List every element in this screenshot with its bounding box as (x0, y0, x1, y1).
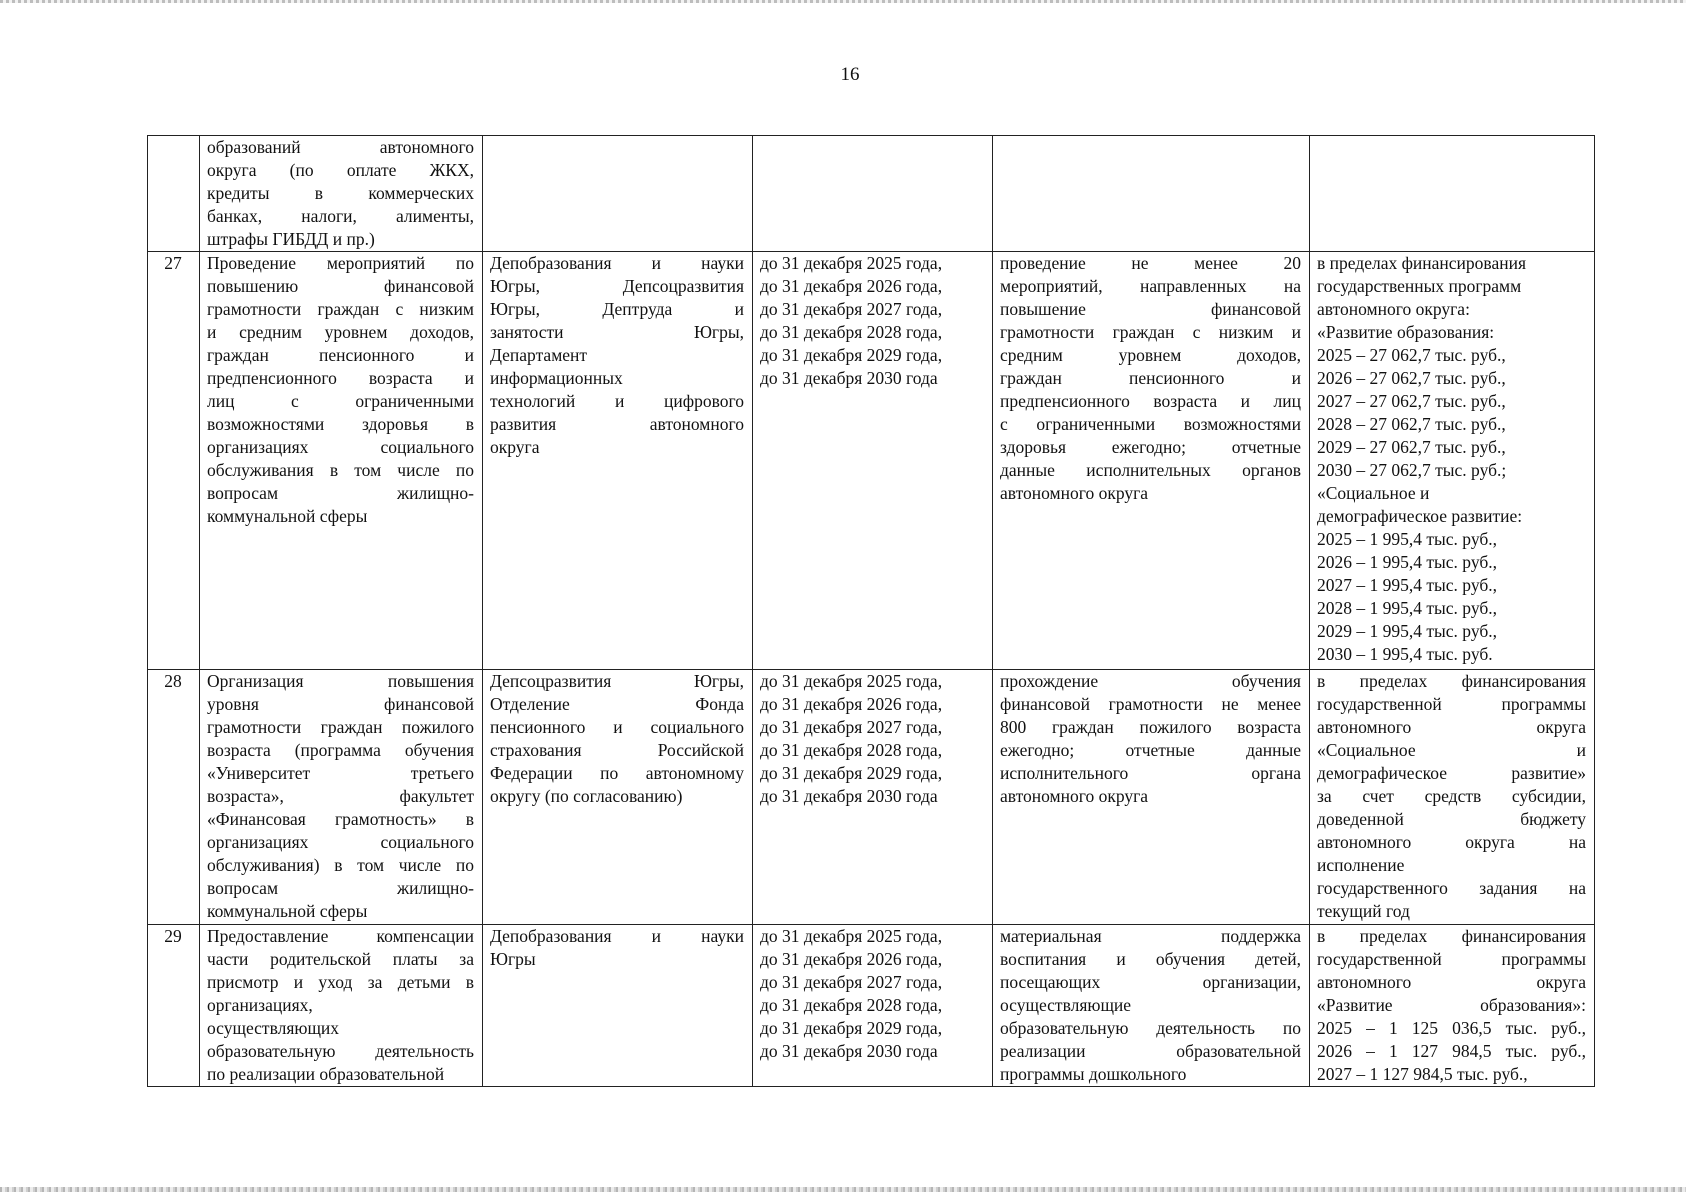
action-text (207, 670, 474, 923)
table-row (148, 136, 1595, 252)
executors-text (490, 670, 744, 808)
text-line: округа (490, 437, 540, 457)
text-line: 2025 – 1 125 036,5 тыс. руб., (1317, 1018, 1586, 1038)
page-number: 16 (840, 64, 860, 85)
result-cell (993, 252, 1310, 670)
text-line: граждан пенсионного и (207, 345, 474, 365)
text-line: развития автономного (490, 414, 744, 434)
text-line: предпенсионного возраста и лиц (1000, 391, 1301, 411)
result-cell (993, 670, 1310, 925)
result-cell (993, 136, 1310, 252)
text-line: до 31 декабря 2027 года, (760, 717, 943, 737)
text-line: исполнение (1317, 855, 1405, 875)
text-line: 2026 – 1 995,4 тыс. руб., (1317, 552, 1497, 572)
text-line: автономного округа (1317, 972, 1586, 992)
action-cell (200, 252, 483, 670)
table-row (148, 252, 1595, 670)
text-line: граждан пенсионного и (1000, 368, 1301, 388)
text-line: автономного округа (1000, 483, 1149, 503)
text-line: реализации образовательной (1000, 1041, 1301, 1061)
text-line: Югры, Депсоцразвития (490, 276, 744, 296)
text-line: грамотности граждан пожилого (207, 717, 474, 737)
action-text (207, 925, 474, 1086)
text-line: «Финансовая грамотность» в (207, 809, 474, 829)
funding-cell (1310, 670, 1595, 925)
text-line: до 31 декабря 2030 года (760, 1041, 938, 1061)
text-line: Федерации по автономному (490, 763, 744, 783)
text-line: организациях социального (207, 832, 474, 852)
text-line: материальная поддержка (1000, 926, 1301, 946)
executors-cell (483, 670, 753, 925)
text-line: 2029 – 27 062,7 тыс. руб., (1317, 437, 1506, 457)
scan-edge-bottom (0, 1187, 1686, 1192)
table-row (148, 925, 1595, 1087)
row-number: 28 (164, 671, 182, 691)
text-line: технологий и цифрового (490, 391, 744, 411)
text-line: до 31 декабря 2025 года, (760, 671, 943, 691)
row-number-cell (148, 252, 200, 670)
text-line: до 31 декабря 2030 года (760, 786, 938, 806)
text-line: «Университет третьего (207, 763, 474, 783)
text-line: до 31 декабря 2028 года, (760, 995, 943, 1015)
executors-cell (483, 136, 753, 252)
text-line: в пределах финансирования (1317, 253, 1527, 273)
text-line: за счет средств субсидии, (1317, 786, 1586, 806)
deadline-text (760, 670, 984, 808)
text-line: средним уровнем доходов, (1000, 345, 1301, 365)
text-line: 2026 – 27 062,7 тыс. руб., (1317, 368, 1506, 388)
action-cell (200, 136, 483, 252)
text-line: автономного округа: (1317, 299, 1470, 319)
text-line: 2025 – 1 995,4 тыс. руб., (1317, 529, 1497, 549)
text-line: информационных (490, 368, 623, 388)
text-line: кредиты в коммерческих (207, 183, 474, 203)
measures-table (147, 135, 1595, 1087)
text-line: с ограниченными возможностями (1000, 414, 1301, 434)
text-line: 2027 – 1 127 984,5 тыс. руб., (1317, 1064, 1528, 1084)
text-line: автономного округа (1317, 717, 1586, 737)
funding-text (1317, 925, 1586, 1086)
text-line: государственного задания на (1317, 878, 1586, 898)
table-row (148, 670, 1595, 925)
row-number: 29 (164, 926, 182, 946)
text-line: финансовой грамотности не менее (1000, 694, 1301, 714)
text-line: текущий год (1317, 901, 1410, 921)
text-line: обслуживания в том числе по (207, 460, 474, 480)
text-line: до 31 декабря 2025 года, (760, 926, 943, 946)
text-line: до 31 декабря 2030 года (760, 368, 938, 388)
text-line: 2028 – 1 995,4 тыс. руб., (1317, 598, 1497, 618)
text-line: Депобразования и науки (490, 926, 744, 946)
text-line: мероприятий, направленных на (1000, 276, 1301, 296)
text-line: «Социальное и (1317, 483, 1430, 503)
text-line: демографическое развитие» (1317, 763, 1586, 783)
text-line: 2025 – 27 062,7 тыс. руб., (1317, 345, 1506, 365)
text-line: до 31 декабря 2027 года, (760, 299, 943, 319)
text-line: до 31 декабря 2025 года, (760, 253, 943, 273)
text-line: возможностями здоровья в (207, 414, 474, 434)
text-line: вопросам жилищно- (207, 483, 474, 503)
text-line: грамотности граждан с низким (207, 299, 474, 319)
text-line: государственной программы (1317, 949, 1586, 969)
funding-text (1317, 670, 1586, 923)
row-number-cell (148, 670, 200, 925)
text-line: страхования Российской (490, 740, 744, 760)
text-line: присмотр и уход за детьми в (207, 972, 474, 992)
text-line: 2030 – 1 995,4 тыс. руб. (1317, 644, 1493, 664)
funding-cell (1310, 252, 1595, 670)
result-cell (993, 925, 1310, 1087)
text-line: доведенной бюджету (1317, 809, 1586, 829)
funding-cell (1310, 136, 1595, 252)
text-line: 2030 – 27 062,7 тыс. руб.; (1317, 460, 1507, 480)
text-line: Проведение мероприятий по (207, 253, 474, 273)
text-line: образовательную деятельность (207, 1041, 474, 1061)
text-line: государственной программы (1317, 694, 1586, 714)
text-line: посещающих организации, (1000, 972, 1301, 992)
text-line: повышение финансовой (1000, 299, 1301, 319)
text-line: осуществляющие (1000, 995, 1132, 1015)
action-cell (200, 925, 483, 1087)
text-line: до 31 декабря 2027 года, (760, 972, 943, 992)
text-line: в пределах финансирования (1317, 926, 1586, 946)
text-line: уровня финансовой (207, 694, 474, 714)
text-line: проведение не менее 20 (1000, 253, 1301, 273)
text-line: Депобразования и науки (490, 253, 744, 273)
text-line: до 31 декабря 2029 года, (760, 345, 943, 365)
deadline-text (760, 252, 984, 390)
row-number-cell (148, 136, 200, 252)
deadline-cell (753, 136, 993, 252)
text-line: 2028 – 27 062,7 тыс. руб., (1317, 414, 1506, 434)
text-line: и средним уровнем доходов, (207, 322, 474, 342)
text-line: до 31 декабря 2028 года, (760, 322, 943, 342)
text-line: до 31 декабря 2026 года, (760, 949, 943, 969)
text-line: пенсионного и социального (490, 717, 744, 737)
text-line: коммунальной сферы (207, 506, 368, 526)
action-text (207, 136, 474, 251)
text-line: вопросам жилищно- (207, 878, 474, 898)
result-text (1000, 925, 1301, 1086)
text-line: до 31 декабря 2029 года, (760, 763, 943, 783)
text-line: предпенсионного возраста и (207, 368, 474, 388)
text-line: части родительской платы за (207, 949, 474, 969)
text-line: исполнительного органа (1000, 763, 1301, 783)
funding-cell (1310, 925, 1595, 1087)
text-line: программы дошкольного (1000, 1064, 1187, 1084)
row-number-cell (148, 925, 200, 1087)
text-line: до 31 декабря 2026 года, (760, 694, 943, 714)
text-line: автономного округа (1000, 786, 1149, 806)
text-line: осуществляющих (207, 1018, 340, 1038)
text-line: до 31 декабря 2029 года, (760, 1018, 943, 1038)
deadline-text (760, 925, 984, 1063)
text-line: по реализации образовательной (207, 1064, 445, 1084)
action-cell (200, 670, 483, 925)
text-line: банках, налоги, алименты, (207, 206, 474, 226)
text-line: возраста», факультет (207, 786, 474, 806)
executors-text (490, 925, 744, 971)
text-line: автономного округа на (1317, 832, 1586, 852)
text-line: повышению финансовой (207, 276, 474, 296)
text-line: до 31 декабря 2026 года, (760, 276, 943, 296)
text-line: Департамент (490, 345, 588, 365)
text-line: организациях социального (207, 437, 474, 457)
text-line: образовательную деятельность по (1000, 1018, 1301, 1038)
text-line: округу (по согласованию) (490, 786, 683, 806)
text-line: «Развитие образования: (1317, 322, 1495, 342)
text-line: «Развитие образования»: (1317, 995, 1586, 1015)
text-line: здоровья ежегодно; отчетные (1000, 437, 1301, 457)
text-line: обслуживания) в том числе по (207, 855, 474, 875)
deadline-cell (753, 925, 993, 1087)
text-line: демографическое развитие: (1317, 506, 1523, 526)
text-line: в пределах финансирования (1317, 671, 1586, 691)
text-line: лиц с ограниченными (207, 391, 474, 411)
result-text (1000, 670, 1301, 808)
text-line: коммунальной сферы (207, 901, 368, 921)
text-line: 800 граждан пожилого возраста (1000, 717, 1301, 737)
text-line: Югры (490, 949, 536, 969)
text-line: 2029 – 1 995,4 тыс. руб., (1317, 621, 1497, 641)
text-line: Предоставление компенсации (207, 926, 474, 946)
result-text (1000, 252, 1301, 505)
executors-cell (483, 252, 753, 670)
text-line: до 31 декабря 2028 года, (760, 740, 943, 760)
text-line: штрафы ГИБДД и пр.) (207, 229, 375, 249)
text-line: ежегодно; отчетные данные (1000, 740, 1301, 760)
text-line: «Социальное и (1317, 740, 1586, 760)
text-line: государственных программ (1317, 276, 1522, 296)
text-line: данные исполнительных органов (1000, 460, 1301, 480)
text-line: 2027 – 1 995,4 тыс. руб., (1317, 575, 1497, 595)
executors-cell (483, 925, 753, 1087)
text-line: Организация повышения (207, 671, 474, 691)
text-line: Депсоцразвития Югры, (490, 671, 744, 691)
text-line: грамотности граждан с низким и (1000, 322, 1301, 342)
text-line: 2027 – 27 062,7 тыс. руб., (1317, 391, 1506, 411)
text-line: воспитания и обучения детей, (1000, 949, 1301, 969)
scan-edge-top (0, 0, 1686, 3)
text-line: организациях, (207, 995, 313, 1015)
text-line: занятости Югры, (490, 322, 744, 342)
text-line: прохождение обучения (1000, 671, 1301, 691)
deadline-cell (753, 252, 993, 670)
action-text (207, 252, 474, 528)
deadline-cell (753, 670, 993, 925)
text-line: возраста (программа обучения (207, 740, 474, 760)
text-line: Отделение Фонда (490, 694, 744, 714)
funding-text (1317, 252, 1586, 666)
text-line: образований автономного (207, 137, 474, 157)
row-number: 27 (164, 253, 182, 273)
executors-text (490, 252, 744, 459)
text-line: Югры, Дептруда и (490, 299, 744, 319)
text-line: округа (по оплате ЖКХ, (207, 160, 474, 180)
text-line: 2026 – 1 127 984,5 тыс. руб., (1317, 1041, 1586, 1061)
